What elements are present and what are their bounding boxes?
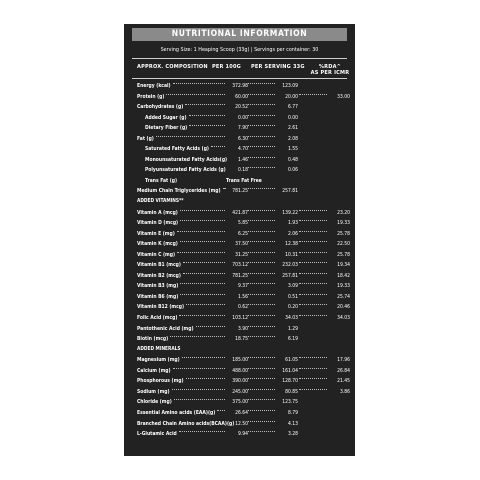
nutrient-label: Fat (g)	[137, 135, 154, 142]
value-per-serving: 0.00	[287, 114, 298, 121]
value-per-serving: 3.09	[287, 283, 298, 290]
nutrient-row	[124, 136, 355, 147]
value-per-100g: 20.52	[235, 104, 248, 111]
dot-leader	[182, 357, 225, 358]
dot-leader	[248, 389, 275, 390]
nutrient-row	[124, 231, 355, 242]
nutrient-label: Magnesium (mg)	[137, 357, 180, 364]
nutrient-row	[124, 262, 355, 273]
nutrient-label: Folic Acid (mcg)	[137, 315, 178, 322]
value-per-serving: 2.06	[287, 230, 298, 237]
nutrient-row	[124, 421, 355, 432]
value-per-100g: 5.85	[237, 220, 248, 227]
dot-leader	[248, 368, 275, 369]
nutrient-row	[124, 83, 355, 94]
dot-leader	[248, 125, 275, 126]
nutrient-row	[124, 336, 355, 347]
value-per-100g: 185.00	[232, 357, 248, 364]
nutrient-label: Vitamin B2 (mcg)	[137, 272, 181, 279]
nutrient-row	[124, 399, 355, 410]
nutrient-label: Vitamin B6 (mg)	[137, 293, 179, 300]
nutrient-row	[124, 357, 355, 368]
nutrient-row	[124, 188, 355, 199]
value-per-serving: 1.55	[287, 146, 298, 153]
divider-header	[132, 78, 347, 79]
dot-leader	[248, 104, 275, 105]
value-per-serving: 10.31	[285, 251, 298, 258]
value-per-serving: 0.20	[287, 304, 298, 311]
value-per-100g: 421.87	[232, 209, 248, 216]
dot-leader	[299, 368, 327, 369]
nutrient-label: Phosphorous (mg)	[137, 378, 184, 385]
dot-leader	[248, 326, 275, 327]
dot-leader	[299, 94, 327, 95]
dot-leader	[183, 273, 225, 274]
dot-leader	[196, 326, 225, 327]
nutrient-row	[124, 167, 355, 178]
dot-leader	[248, 136, 275, 137]
value-per-serving: 0.48	[287, 156, 298, 163]
dot-leader	[299, 210, 327, 211]
dot-leader	[248, 188, 275, 189]
nutrient-row	[124, 283, 355, 294]
dot-leader	[180, 294, 225, 295]
value-per-serving: 0.06	[287, 167, 298, 174]
dot-leader	[177, 231, 225, 232]
value-per-100g: 3.90	[237, 325, 248, 332]
dot-leader	[248, 146, 275, 147]
dot-leader	[299, 220, 327, 221]
value-per-100g: 9.94	[237, 431, 248, 438]
dot-leader	[248, 431, 275, 432]
value-rda: 25.78	[337, 251, 350, 258]
dot-leader	[179, 315, 225, 316]
dot-leader	[248, 336, 275, 337]
dot-leader	[299, 378, 327, 379]
dot-leader	[180, 210, 225, 211]
dot-leader	[248, 157, 275, 158]
value-per-100g: 372.98	[232, 83, 248, 89]
nutrient-label: Chloride (mg)	[137, 399, 172, 406]
dot-leader	[248, 241, 275, 242]
value-rda: 25.78	[337, 230, 350, 237]
value-rda: 19.34	[337, 262, 350, 269]
dot-leader	[185, 104, 225, 105]
value-rda: 19.33	[337, 283, 350, 290]
dot-leader	[248, 304, 275, 305]
dot-leader	[248, 252, 275, 253]
value-per-serving: 2.08	[287, 135, 298, 142]
dot-leader	[172, 389, 225, 390]
dot-leader	[180, 283, 225, 284]
value-per-serving: 61.05	[285, 357, 298, 364]
value-per-serving: 128.70	[282, 378, 298, 385]
nutrient-label: ADDED MINERALS	[137, 346, 181, 352]
divider-top	[132, 58, 347, 59]
value-per-100g: 6.25	[237, 230, 248, 237]
dot-leader	[248, 220, 275, 221]
value-per-100g: 0.18	[237, 167, 248, 174]
dot-leader	[189, 115, 225, 116]
nutrient-label: Biotin (mcg)	[137, 336, 169, 343]
nutrient-row	[124, 104, 355, 115]
value-per-serving: 123.75	[282, 399, 298, 406]
dot-leader	[248, 294, 275, 295]
value-per-100g: 245.00	[232, 388, 248, 395]
dot-leader	[156, 136, 225, 137]
value-per-100g: 26.64	[235, 409, 248, 416]
panel-title: NUTRITIONAL INFORMATION	[132, 28, 347, 41]
value-per-100g: 488.00	[232, 367, 248, 374]
value-per-serving: 257.81	[282, 188, 298, 195]
value-per-serving: 8.79	[287, 409, 298, 416]
value-rda: 25.74	[337, 293, 350, 300]
value-per-100g: 375.00	[232, 399, 248, 406]
header-rda-line1: %RDA^	[318, 64, 342, 70]
value-per-100g: 1.46	[237, 156, 248, 163]
nutrient-row	[124, 410, 355, 421]
value-per-100g: 9.37	[237, 283, 248, 290]
nutrient-row	[124, 326, 355, 337]
value-per-serving: 34.03	[285, 315, 298, 322]
dot-leader	[186, 304, 225, 305]
value-per-serving: 257.81	[282, 272, 298, 279]
nutrient-label: Vitamin K (mcg)	[137, 241, 178, 248]
nutrient-label: Vitamin E (mg)	[137, 230, 175, 237]
nutrition-table	[124, 83, 355, 442]
nutrient-row	[124, 368, 355, 379]
dot-leader	[299, 273, 327, 274]
dot-leader	[179, 431, 225, 432]
value-per-100g: 31.25	[235, 251, 248, 258]
dot-leader	[299, 315, 327, 316]
nutrient-row	[124, 125, 355, 136]
nutrient-row	[124, 157, 355, 168]
value-per-serving: 1.29	[287, 325, 298, 332]
nutrient-label: Calcium (mg)	[137, 367, 171, 374]
nutrient-row	[124, 431, 355, 442]
dot-leader	[248, 283, 275, 284]
nutrient-label: Vitamin A (mcg)	[137, 209, 178, 216]
nutrient-label: Medium Chain Triglycerides (mg)	[137, 188, 221, 195]
dot-leader	[299, 231, 327, 232]
value-rda: 21.45	[337, 378, 350, 385]
nutrition-panel	[124, 24, 355, 456]
section-heading	[124, 199, 355, 210]
value-rda: 20.46	[337, 304, 350, 311]
value-per-serving: 161.04	[282, 367, 298, 374]
value-rda: 19.33	[337, 220, 350, 227]
value-per-100g: 390.00	[232, 378, 248, 385]
serving-info: Serving Size: 1 Heaping Scoop (33g) | Servings per container: 30	[160, 47, 319, 53]
value-per-100g: 18.75	[235, 336, 248, 343]
nutrient-label: Vitamin C (mg)	[137, 251, 176, 258]
value-per-100g: 781.25	[232, 188, 248, 195]
value-per-100g: 0.00	[237, 114, 248, 121]
dot-leader	[248, 410, 275, 411]
dot-leader	[299, 304, 327, 305]
dot-leader	[248, 357, 275, 358]
nutrient-row	[124, 273, 355, 284]
dot-leader	[180, 220, 225, 221]
dot-leader	[248, 262, 275, 263]
dot-leader	[223, 188, 225, 189]
nutrient-label: Carbohydrates (g)	[137, 104, 184, 111]
nutrient-label: Essential Amino acids (EAA)(g)	[137, 409, 216, 416]
value-per-serving: 6.19	[287, 336, 298, 343]
value-rda: 3.86	[339, 388, 350, 395]
dot-leader	[248, 94, 275, 95]
nutrient-row	[124, 252, 355, 263]
value-per-100g: 781.25	[232, 272, 248, 279]
nutrient-label: Dietary Fiber (g)	[145, 125, 188, 132]
value-rda: 33.00	[337, 93, 350, 100]
dot-leader	[189, 125, 225, 126]
nutrient-label: Vitamin B1 (mcg)	[137, 262, 181, 269]
header-rda	[310, 64, 350, 76]
dot-leader	[248, 273, 275, 274]
dot-leader	[299, 252, 327, 253]
nutrient-label: L-Glutamic Acid	[137, 431, 177, 438]
value-rda: 22.50	[337, 241, 350, 248]
nutrient-label: Trans Fat (g)	[145, 177, 178, 184]
dot-leader	[248, 83, 275, 84]
nutrient-row	[124, 94, 355, 105]
value-per-100g: 60.00	[235, 93, 248, 100]
dot-leader	[211, 146, 225, 147]
nutrient-label: Added Sugar (g)	[145, 114, 187, 121]
nutrient-label: Pantothenic Acid (mg)	[137, 325, 194, 332]
value-rda: 34.03	[337, 315, 350, 322]
nutrient-label: Polyunsaturated Fatty Acids (g)	[145, 167, 226, 174]
value-rda: 23.20	[337, 209, 350, 216]
dot-leader	[186, 378, 225, 379]
dot-leader	[299, 241, 327, 242]
value-per-serving: 1.93	[287, 220, 298, 227]
value-per-100g: 37.50	[235, 241, 248, 248]
dot-leader	[248, 399, 275, 400]
value-per-100g: 6.30	[237, 135, 248, 142]
nutrient-label: Sodium (mg)	[137, 388, 170, 395]
dot-leader	[299, 294, 327, 295]
nutrient-row	[124, 178, 355, 189]
nutrient-label: Vitamin B3 (mg)	[137, 283, 179, 290]
dot-leader	[174, 399, 225, 400]
dot-leader	[217, 410, 225, 411]
nutrient-label: Saturated Fatty Acids (g)	[145, 146, 209, 153]
value-per-100g: 1.56	[237, 293, 248, 300]
dot-leader	[299, 389, 327, 390]
nutrient-row	[124, 294, 355, 305]
value-per-100g: 12.50	[235, 420, 248, 427]
value-per-100g: 7.90	[237, 125, 248, 132]
nutrient-row	[124, 210, 355, 221]
dot-leader	[180, 241, 225, 242]
nutrient-row	[124, 389, 355, 400]
dot-leader	[173, 83, 225, 84]
value-per-serving: 6.77	[287, 104, 298, 111]
value-per-100g: 4.70	[237, 146, 248, 153]
nutrient-label: Energy (kcal)	[137, 83, 171, 89]
value-per-serving: 232.03	[282, 262, 298, 269]
dot-leader	[299, 262, 327, 263]
trans-fat-note: Trans Fat Free	[226, 177, 262, 184]
dot-leader	[248, 378, 275, 379]
nutrient-label: Vitamin D (mcg)	[137, 220, 179, 227]
header-per-100g: PER 100G	[212, 64, 241, 70]
dot-leader	[248, 115, 275, 116]
value-rda: 17.96	[337, 357, 350, 364]
dot-leader	[248, 231, 275, 232]
header-rda-line2: AS PER ICMR	[310, 70, 350, 76]
dot-leader	[248, 421, 275, 422]
value-per-serving: 123.09	[282, 83, 298, 89]
value-per-serving: 2.61	[287, 125, 298, 132]
nutrient-row	[124, 304, 355, 315]
value-per-serving: 4.13	[287, 420, 298, 427]
nutrient-label: Vitamin B12 (mcg)	[137, 304, 185, 311]
header-composition: APPROX. COMPOSITION	[137, 64, 208, 70]
dot-leader	[173, 368, 225, 369]
value-per-serving: 12.38	[285, 241, 298, 248]
dot-leader	[166, 94, 225, 95]
nutrient-row	[124, 220, 355, 231]
dot-leader	[177, 252, 225, 253]
header-per-serving: PER SERVING 33G	[251, 64, 305, 70]
dot-leader	[248, 210, 275, 211]
nutrient-row	[124, 378, 355, 389]
value-per-serving: 20.00	[285, 93, 298, 100]
value-per-serving: 0.51	[287, 293, 298, 300]
dot-leader	[248, 167, 275, 168]
value-per-100g: 703.12	[232, 262, 248, 269]
nutrient-row	[124, 241, 355, 252]
nutrient-label: Branched Chain Amino acids(BCAA)(g)	[137, 420, 235, 427]
value-per-100g: 103.12	[232, 315, 248, 322]
nutrient-row	[124, 115, 355, 126]
value-per-100g: 0.62	[237, 304, 248, 311]
dot-leader	[299, 357, 327, 358]
value-per-serving: 3.28	[287, 431, 298, 438]
value-rda: 26.84	[337, 367, 350, 374]
dot-leader	[248, 315, 275, 316]
nutrient-label: Monounsaturated Fatty Acids(g)	[145, 156, 228, 163]
nutrient-label: ADDED VITAMINS**	[137, 199, 184, 205]
dot-leader	[183, 262, 225, 263]
dot-leader	[170, 336, 225, 337]
nutrient-label: Protein (g)	[137, 93, 165, 100]
value-per-serving: 80.85	[285, 388, 298, 395]
dot-leader	[299, 283, 327, 284]
value-rda: 18.42	[337, 272, 350, 279]
section-heading	[124, 347, 355, 358]
value-per-serving: 139.22	[282, 209, 298, 216]
nutrient-row	[124, 315, 355, 326]
nutrient-row	[124, 146, 355, 157]
